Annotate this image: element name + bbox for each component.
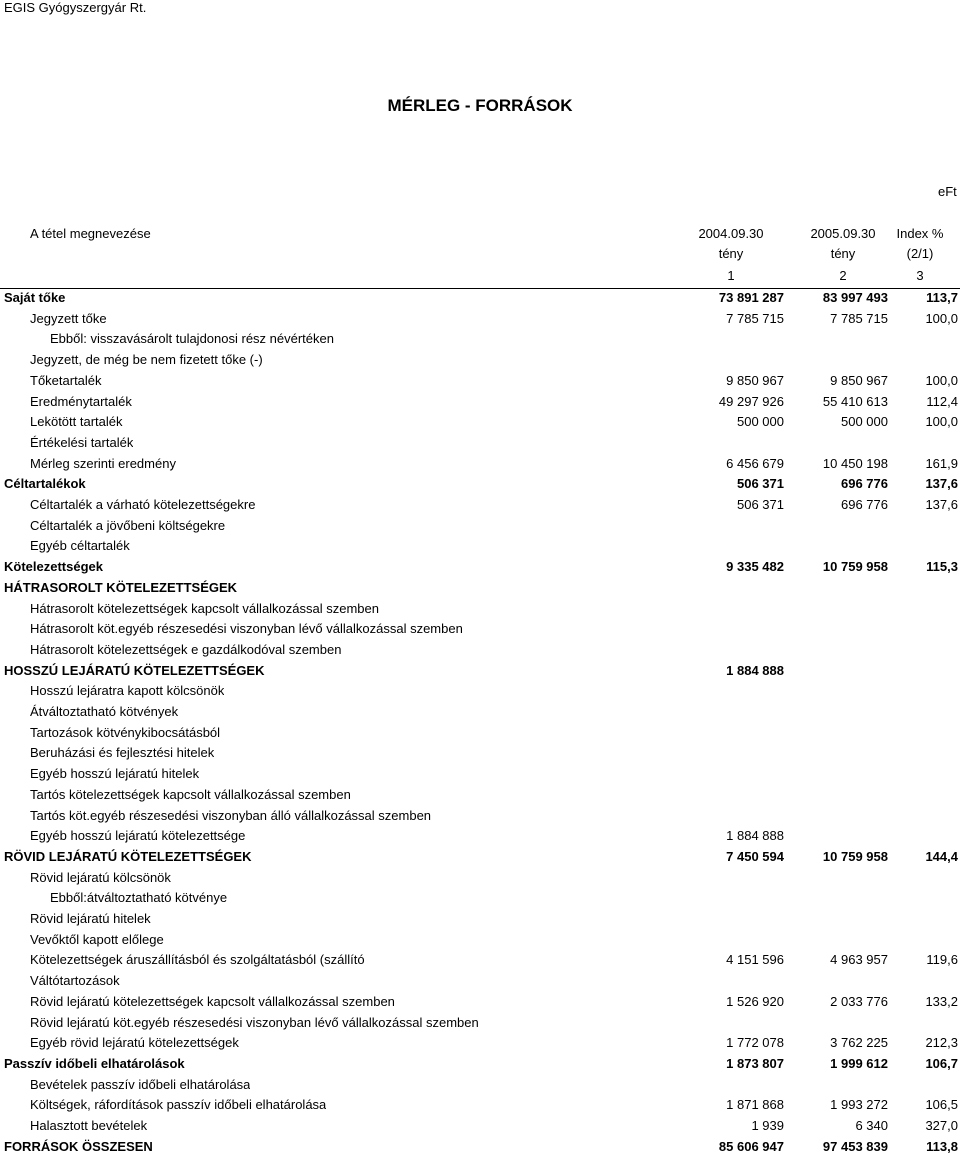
row-value-v1: 73 891 287 xyxy=(718,290,784,305)
column-header-col1-num: 1 xyxy=(727,268,735,283)
row-label: Ebből: visszavásárolt tulajdonosi rész névértéken xyxy=(50,331,334,347)
column-header-name: A tétel megnevezése xyxy=(30,226,151,241)
column-header-index-num: 3 xyxy=(916,268,924,283)
row-label: Egyéb hosszú lejáratú hitelek xyxy=(30,766,200,782)
row-label: Értékelési tartalék xyxy=(30,434,134,450)
row-value-v2: 10 450 198 xyxy=(822,455,888,471)
row-label: Céltartalék a várható kötelezettségekre xyxy=(30,497,256,512)
table-row xyxy=(0,329,960,349)
table-row xyxy=(0,288,960,308)
row-label: Rövid lejáratú hitelek xyxy=(30,911,151,926)
company-name: EGIS Gyógyszergyár Rt. xyxy=(4,0,147,15)
row-value-v1: 500 000 xyxy=(737,414,784,430)
row-value-v3: 112,4 xyxy=(926,393,958,409)
row-value-v2: 97 453 839 xyxy=(822,1138,888,1154)
row-label: Hátrasorolt köt.egyéb részesedési viszonyban lévő vállalkozással szemben xyxy=(30,621,463,637)
row-value-v2: 2 033 776 xyxy=(830,993,888,1009)
row-value-v2: 1 999 612 xyxy=(830,1055,888,1071)
row-label: Céltartalékok xyxy=(4,476,86,492)
row-label: HÁTRASOROLT KÖTELEZETTSÉGEK xyxy=(4,579,238,595)
table-row xyxy=(0,702,960,722)
row-value-v1: 1 526 920 xyxy=(726,993,784,1009)
row-value-v1: 1 871 868 xyxy=(726,1097,784,1113)
row-label: Egyéb rövid lejáratú kötelezettségek xyxy=(30,1035,239,1051)
row-label: Halasztott bevételek xyxy=(30,1118,148,1133)
row-label: Lekötött tartalék xyxy=(30,414,123,430)
row-value-v1: 1 884 888 xyxy=(726,662,784,678)
column-header-col2-date: 2005.09.30 xyxy=(810,226,876,241)
row-value-v1: 49 297 926 xyxy=(718,393,784,409)
column-header-index: Index % xyxy=(896,226,944,241)
row-label: Hátrasorolt kötelezettségek kapcsolt vállalkozással szemben xyxy=(30,600,380,616)
row-label: FORRÁSOK ÖSSZESEN xyxy=(4,1138,153,1154)
row-label: Passzív időbeli elhatárolások xyxy=(4,1055,185,1071)
row-label: Rövid lejáratú köt.egyéb részesedési viszonyban lévő vállalkozással szemben xyxy=(30,1014,479,1030)
row-value-v3: 144,4 xyxy=(925,848,958,864)
row-value-v2: 7 785 715 xyxy=(830,310,888,326)
table-row xyxy=(0,412,960,432)
row-value-v2: 10 759 958 xyxy=(822,559,888,575)
row-label: Tartós kötelezettségek kapcsolt vállalkozással szemben xyxy=(30,786,351,802)
column-header-col1-sub: tény xyxy=(718,246,744,261)
table-row xyxy=(0,474,960,494)
table-row xyxy=(0,930,960,950)
table-row xyxy=(0,1075,960,1095)
row-value-v3: 212,3 xyxy=(925,1035,958,1051)
table-row xyxy=(0,495,960,515)
row-value-v3: 137,6 xyxy=(925,476,958,492)
row-label: Rövid lejáratú kölcsönök xyxy=(30,869,171,885)
row-value-v1: 6 456 679 xyxy=(726,455,784,471)
row-value-v2: 696 776 xyxy=(841,476,888,492)
row-label: Eredménytartalék xyxy=(30,393,132,409)
row-value-v2: 83 997 493 xyxy=(822,290,888,305)
row-label: Hosszú lejáratra kapott kölcsönök xyxy=(30,683,225,699)
table-row xyxy=(0,1013,960,1033)
table-row xyxy=(0,309,960,329)
row-value-v1: 7 785 715 xyxy=(726,310,784,326)
row-value-v1: 7 450 594 xyxy=(726,848,784,864)
table-row xyxy=(0,536,960,556)
row-label: Ebből:átváltoztatható kötvénye xyxy=(50,890,228,906)
table-row xyxy=(0,1054,960,1074)
table-row xyxy=(0,909,960,929)
column-header-col2-num: 2 xyxy=(839,268,847,283)
table-row xyxy=(0,640,960,660)
row-value-v1: 1 939 xyxy=(751,1118,784,1133)
table-row xyxy=(0,743,960,763)
row-value-v3: 106,5 xyxy=(925,1097,958,1113)
row-label: Bevételek passzív időbeli elhatárolása xyxy=(30,1076,251,1092)
table-row xyxy=(0,619,960,639)
unit-label: eFt xyxy=(938,184,957,199)
row-value-v1: 4 151 596 xyxy=(726,952,784,968)
row-label: Hátrasorolt kötelezettségek e gazdálkodóval szemben xyxy=(30,641,342,657)
row-label: RÖVID LEJÁRATÚ KÖTELEZETTSÉGEK xyxy=(4,848,252,864)
table-row xyxy=(0,454,960,474)
table-row xyxy=(0,1137,960,1157)
row-label: Egyéb céltartalék xyxy=(30,538,130,554)
row-value-v3: 113,7 xyxy=(926,290,958,305)
table-row xyxy=(0,992,960,1012)
table-row xyxy=(0,847,960,867)
row-label: Váltótartozások xyxy=(30,973,120,989)
table-row xyxy=(0,661,960,681)
table-row xyxy=(0,1095,960,1115)
row-value-v1: 9 335 482 xyxy=(726,559,784,575)
table-row xyxy=(0,971,960,991)
row-label: Költségek, ráfordítások passzív időbeli elhatárolása xyxy=(30,1097,327,1113)
table-row xyxy=(0,1116,960,1136)
row-label: Jegyzett, de még be nem fizetett tőke (-) xyxy=(30,352,263,368)
row-value-v3: 327,0 xyxy=(925,1118,958,1133)
row-value-v3: 100,0 xyxy=(925,372,958,388)
row-value-v3: 113,8 xyxy=(926,1138,958,1154)
row-value-v2: 6 340 xyxy=(855,1118,888,1133)
row-label: Kötelezettségek xyxy=(4,559,103,575)
row-value-v1: 506 371 xyxy=(737,497,784,512)
row-value-v2: 500 000 xyxy=(841,414,888,430)
table-row xyxy=(0,785,960,805)
column-header-col1-date: 2004.09.30 xyxy=(698,226,764,241)
row-label: Tartós köt.egyéb részesedési viszonyban álló vállalkozással szemben xyxy=(30,807,432,823)
row-value-v3: 119,6 xyxy=(926,952,958,968)
table-row xyxy=(0,599,960,619)
row-label: Tartozások kötvénykibocsátásból xyxy=(30,724,221,740)
row-label: Átváltoztatható kötvények xyxy=(30,704,179,719)
page-title: MÉRLEG - FORRÁSOK xyxy=(387,96,573,115)
row-label: Beruházási és fejlesztési hitelek xyxy=(30,745,215,761)
table-row xyxy=(0,371,960,391)
row-value-v1: 85 606 947 xyxy=(718,1138,784,1154)
row-value-v3: 100,0 xyxy=(925,414,958,430)
row-value-v1: 1 884 888 xyxy=(726,828,784,844)
table-row xyxy=(0,350,960,370)
table-row xyxy=(0,950,960,970)
row-label: Egyéb hosszú lejáratú kötelezettsége xyxy=(30,828,246,844)
row-value-v3: 106,7 xyxy=(925,1055,958,1071)
column-header-col2-sub: tény xyxy=(830,246,856,261)
row-label: Rövid lejáratú kötelezettségek kapcsolt vállalkozással szemben xyxy=(30,993,395,1009)
row-label: Mérleg szerinti eredmény xyxy=(30,455,176,471)
table-row xyxy=(0,868,960,888)
row-value-v1: 9 850 967 xyxy=(726,372,784,388)
row-value-v3: 100,0 xyxy=(925,310,958,326)
row-value-v2: 9 850 967 xyxy=(830,372,888,388)
table-row xyxy=(0,723,960,743)
row-label: Vevőktől kapott előlege xyxy=(30,931,164,947)
row-value-v2: 10 759 958 xyxy=(822,848,888,864)
row-value-v2: 1 993 272 xyxy=(830,1097,888,1113)
row-label: Jegyzett tőke xyxy=(30,310,107,326)
row-label: Tőketartalék xyxy=(30,372,102,388)
row-value-v2: 696 776 xyxy=(841,497,888,512)
row-value-v3: 115,3 xyxy=(926,559,958,575)
table-row xyxy=(0,681,960,701)
row-label: Kötelezettségek áruszállításból és szolgáltatásból (szállító xyxy=(30,952,365,968)
row-label: Saját tőke xyxy=(4,290,66,305)
table-row xyxy=(0,578,960,598)
column-header-index-sub: (2/1) xyxy=(906,246,934,261)
table-row xyxy=(0,433,960,453)
row-value-v1: 1 772 078 xyxy=(726,1035,784,1051)
row-value-v3: 133,2 xyxy=(925,993,958,1009)
row-value-v2: 4 963 957 xyxy=(830,952,888,968)
row-value-v3: 161,9 xyxy=(925,455,958,471)
table-row xyxy=(0,826,960,846)
row-value-v1: 1 873 807 xyxy=(726,1055,784,1071)
row-value-v2: 3 762 225 xyxy=(830,1035,888,1051)
row-value-v2: 55 410 613 xyxy=(822,393,888,409)
table-row xyxy=(0,516,960,536)
table-row xyxy=(0,557,960,577)
row-value-v1: 506 371 xyxy=(737,476,784,492)
table-row xyxy=(0,764,960,784)
row-label: HOSSZÚ LEJÁRATÚ KÖTELEZETTSÉGEK xyxy=(4,662,265,678)
row-value-v3: 137,6 xyxy=(925,497,958,512)
table-row xyxy=(0,888,960,908)
table-row xyxy=(0,806,960,826)
row-label: Céltartalék a jövőbeni költségekre xyxy=(30,517,226,533)
table-row xyxy=(0,392,960,412)
table-row xyxy=(0,1033,960,1053)
